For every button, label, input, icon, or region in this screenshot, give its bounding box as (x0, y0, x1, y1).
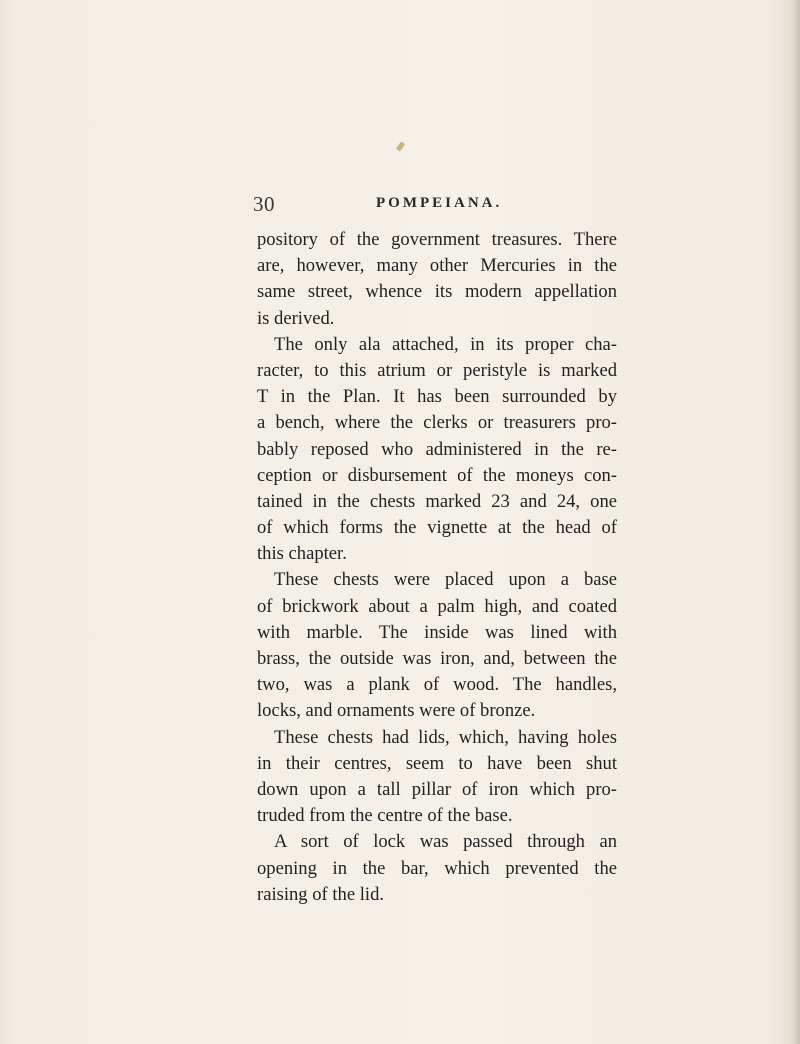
text-line: is derived. (257, 307, 335, 329)
text-line: pository of the government treasures. There (257, 229, 617, 250)
text-line: These chests were placed upon a base (274, 569, 617, 591)
text-line: tained in the chests marked 23 and 24, one (257, 490, 617, 512)
text-line: These chests had lids, which, having holes (274, 726, 617, 748)
page-edge-shadow (790, 0, 800, 1044)
text-line: of brickwork about a palm high, and coated (257, 595, 617, 617)
text-line: this chapter. (257, 543, 347, 565)
paper-fleck (396, 141, 405, 151)
page-number: 30 (253, 192, 275, 216)
text-line: of which forms the vignette at the head of (257, 517, 617, 539)
text-line: truded from the centre of the base. (257, 805, 513, 827)
text-line: a bench, where the clerks or treasurers pro- (257, 412, 617, 434)
text-line: raising of the lid. (257, 883, 385, 905)
text-line: The only ala attached, in its proper cha- (274, 333, 617, 355)
text-line: brass, the outside was iron, and, between the (257, 648, 617, 669)
text-line: two, was a plank of wood. The handles, (257, 674, 617, 696)
running-title: POMPEIANA. (376, 195, 503, 211)
text-line: bably reposed who administered in the re- (257, 438, 617, 460)
text-line: same street, whence its modern appellation (257, 281, 617, 303)
text-line: ception or disbursement of the moneys con- (257, 464, 617, 486)
text-line: down upon a tall pillar of iron which pro- (257, 778, 617, 800)
text-line: T in the Plan. It has been surrounded by (257, 386, 617, 408)
text-line: with marble. The inside was lined with (257, 621, 617, 643)
text-line: locks, and ornaments were of bronze. (257, 700, 536, 722)
body-text (257, 227, 617, 908)
text-line: in their centres, seem to have been shut (257, 752, 617, 774)
text-line: opening in the bar, which prevented the (257, 857, 617, 879)
text-line: racter, to this atrium or peristyle is marked (257, 359, 617, 381)
text-line: A sort of lock was passed through an (274, 831, 617, 853)
text-line: are, however, many other Mercuries in the (257, 255, 617, 277)
page-header (0, 192, 800, 222)
